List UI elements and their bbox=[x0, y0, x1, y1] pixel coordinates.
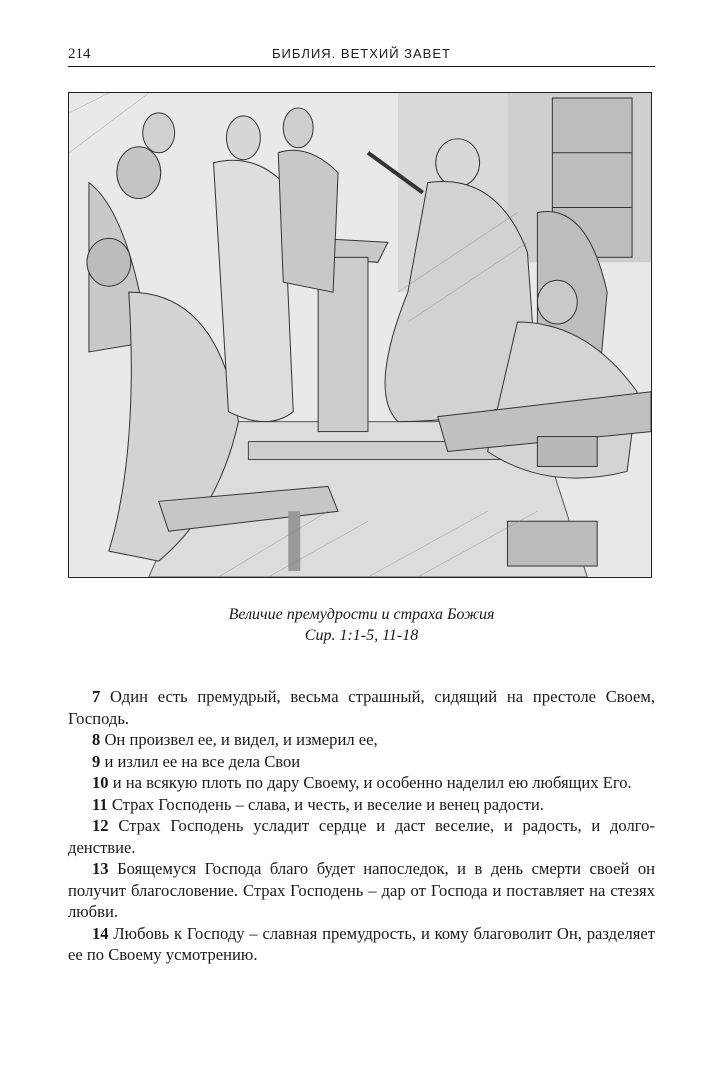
verse bbox=[68, 858, 655, 923]
running-header bbox=[68, 44, 655, 67]
verse-number: 14 bbox=[92, 923, 109, 943]
engraving-icon bbox=[69, 93, 651, 577]
verse-text: Страх Господень усладит сердце и даст веселие, и радость, и долгоденствие. bbox=[68, 816, 655, 857]
verse bbox=[68, 923, 655, 966]
verse-number: 9 bbox=[92, 751, 101, 771]
caption-title: Величие премудрости и страха Божия bbox=[228, 606, 495, 623]
verse-text: и на всякую плоть по дару Своему, и особенно наделил ею любящих Его. bbox=[108, 773, 632, 792]
verse bbox=[68, 772, 655, 794]
verse-number: 7 bbox=[92, 687, 101, 706]
verse-number: 10 bbox=[92, 773, 109, 792]
engraving-illustration bbox=[68, 92, 652, 578]
verse-text: Он произвел ее, и видел, и измерил ее, bbox=[100, 730, 378, 749]
verse-number: 12 bbox=[92, 816, 109, 835]
caption-reference: Сир. 1:1-5, 11-18 bbox=[304, 627, 419, 644]
scripture-text bbox=[68, 686, 655, 966]
verse-text: Боящемуся Господа благо будет напоследок, и в день смерти своей он получит благословение. Страх Господень – дар от Господа и поставляет на стезях любви. bbox=[68, 859, 655, 921]
verse bbox=[68, 794, 655, 816]
verse bbox=[68, 751, 655, 773]
verse bbox=[68, 815, 655, 858]
verse-number: 11 bbox=[92, 794, 108, 814]
verse bbox=[68, 686, 655, 729]
verse-text: Страх Господень – слава, и честь, и веселие и венец радости. bbox=[107, 794, 544, 814]
verse-text: и излил ее на все дела Свои bbox=[100, 751, 301, 771]
page-number: 214 bbox=[68, 46, 91, 62]
running-title: БИБЛИЯ. ВЕТХИЙ ЗАВЕТ bbox=[272, 46, 451, 61]
verse-text: Один есть премудрый, весьма страшный, сидящий на престоле Своем, Господь. bbox=[68, 687, 655, 728]
verse-number: 8 bbox=[92, 730, 101, 749]
verse-text: Любовь к Господу – славная премудрость, и кому благоволит Он, разделяет ее по Своему усмотрению. bbox=[68, 923, 655, 964]
verse-number: 13 bbox=[92, 859, 109, 878]
verse bbox=[68, 729, 655, 751]
illustration-caption bbox=[68, 604, 655, 646]
